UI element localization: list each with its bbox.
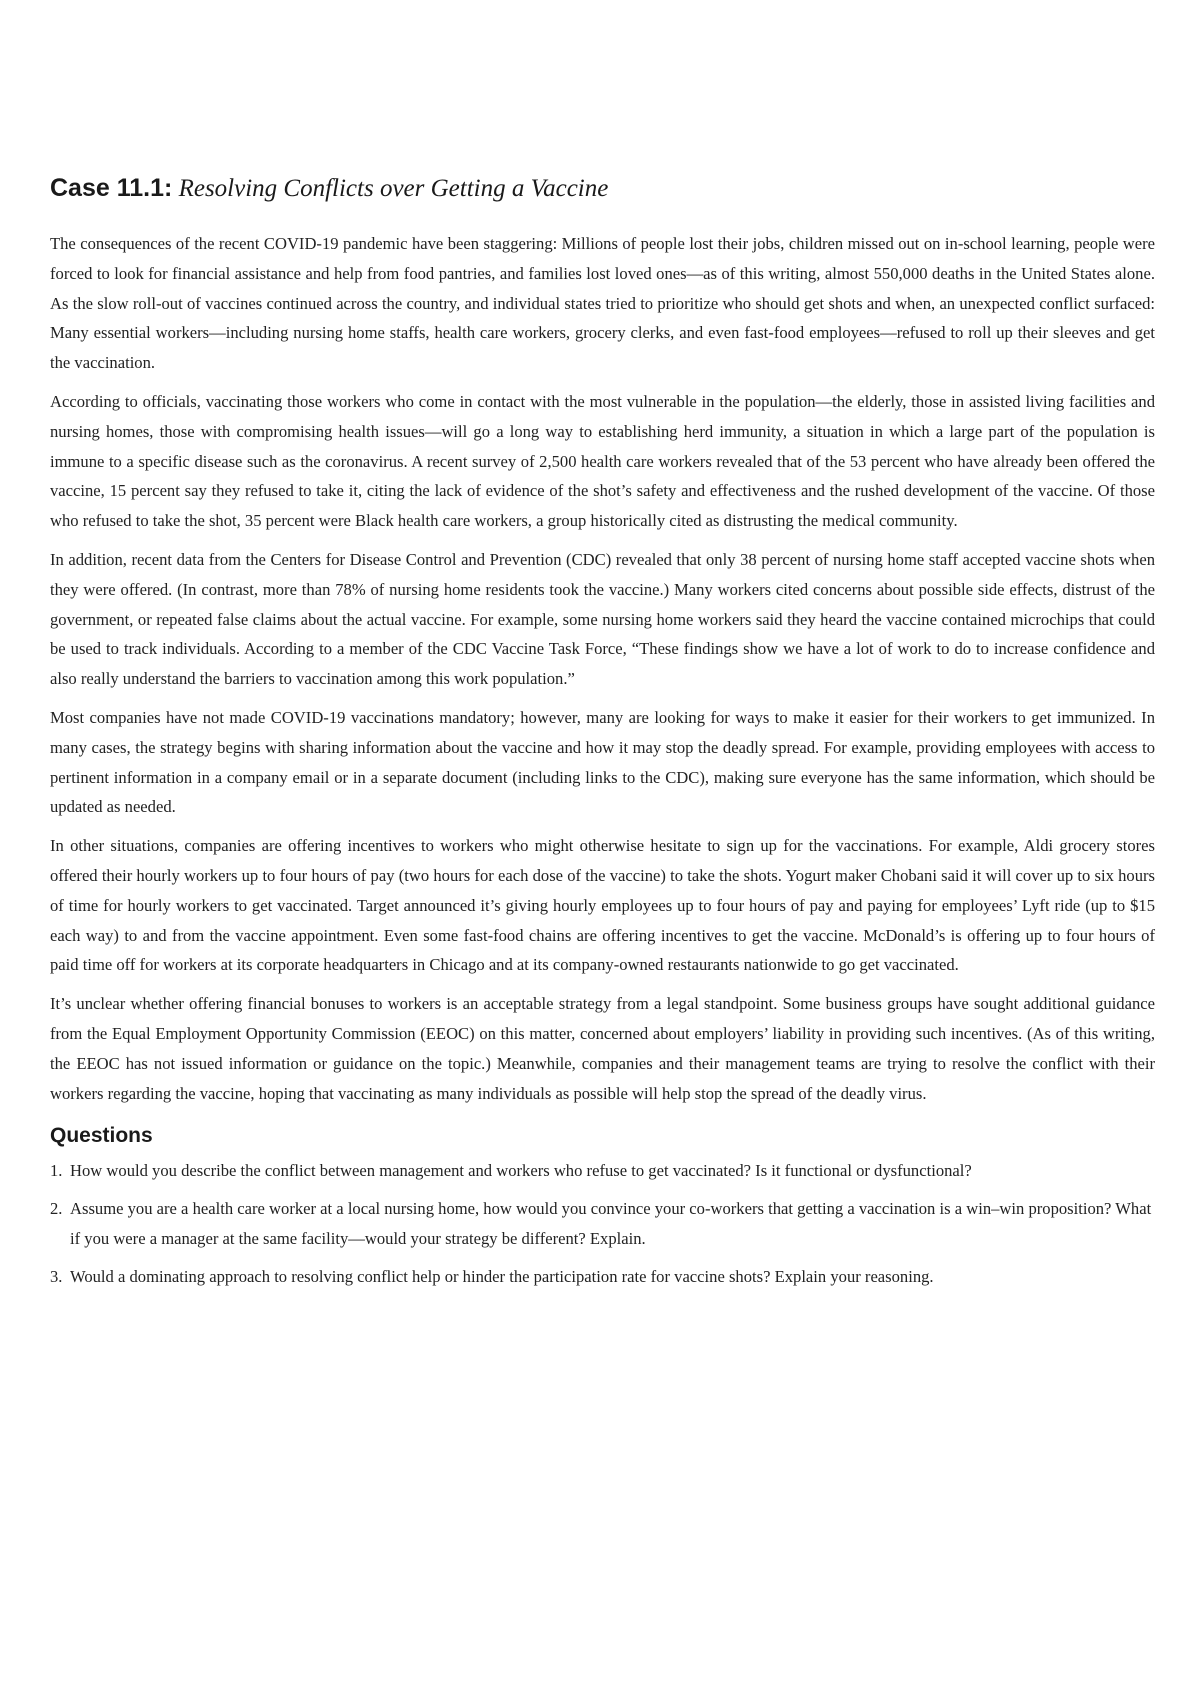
case-subtitle: Resolving Conflicts over Getting a Vaccine bbox=[178, 175, 609, 202]
question-text: Would a dominating approach to resolving conflict help or hinder the participation rate for vaccine shots? Explain your reasoning. bbox=[70, 1266, 934, 1286]
paragraph: The consequences of the recent COVID-19 pandemic have been staggering: Millions of people lost their jobs, children missed out on in-school learning, people were forced to look for financial assistance and help from food pantries, and families lost loved ones—as of this writing, almost 550,000 deaths in the United States alone. As the slow roll-out of vaccines continued across the country, and individual states tried to prioritize who should get shots and when, an unexpected conflict surfaced: Many essential workers—including nursing home staffs, health care workers, grocery clerks, and even fast-food employees—refused to roll up their sleeves and get the vaccination. bbox=[50, 234, 1155, 373]
questions-heading: Questions bbox=[50, 1124, 153, 1148]
question-item bbox=[50, 1194, 1155, 1254]
question-list bbox=[50, 1156, 1155, 1291]
question-number: 3. bbox=[50, 1266, 63, 1286]
question-text: How would you describe the conflict between management and workers who refuse to get vaccinated? Is it functional or dysfunctional? bbox=[70, 1161, 972, 1181]
case-body bbox=[50, 229, 1155, 1108]
question-item bbox=[50, 1156, 1155, 1186]
question-number: 2. bbox=[50, 1199, 63, 1219]
paragraph: It’s unclear whether offering financial bonuses to workers is an acceptable strategy from a legal standpoint. Some business groups have sought additional guidance from the Equal Employment Opportunity Commission (EEOC) on this matter, concerned about employers’ liability in providing such incentives. (As of this writing, the EEOC has not issued information or guidance on the topic.) Meanwhile, companies and their management teams are trying to resolve the conflict with their workers regarding the vaccine, hoping that vaccinating as many individuals as possible will help stop the spread of the deadly virus. bbox=[50, 994, 1155, 1103]
paragraph: In addition, recent data from the Centers for Disease Control and Prevention (CDC) revealed that only 38 percent of nursing home staff accepted vaccine shots when they were offered. (In contrast, more than 78% of nursing home residents took the vaccine.) Many workers cited concerns about possible side effects, distrust of the government, or repeated false claims about the actual vaccine. For example, some nursing home workers said they heard the vaccine contained microchips that could be used to track individuals. According to a member of the CDC Vaccine Task Force, “These findings show we have a lot of work to do to increase confidence and also really understand the barriers to vaccination among this work population.” bbox=[50, 549, 1155, 689]
paragraph: Most companies have not made COVID-19 vaccinations mandatory; however, many are looking for ways to make it easier for their workers to get immunized. In many cases, the strategy begins with sharing information about the vaccine and how it may stop the deadly spread. For example, providing employees with access to pertinent information in a company email or in a separate document (including links to the CDC), making sure everyone has the same information, which should be updated as needed. bbox=[50, 707, 1155, 817]
paragraph: In other situations, companies are offering incentives to workers who might otherwise hesitate to sign up for the vaccinations. For example, Aldi grocery stores offered their hourly workers up to four hours of pay (two hours for each dose of the vaccine) to take the shots. Yogurt maker Chobani said it will cover up to six hours of time for hourly workers to get vaccinated. Target announced it’s giving hourly employees up to four hours of pay and paying for employees’ Lyft ride (up to $15 each way) to and from the vaccine appointment. Even some fast-food chains are offering incentives to get the vaccine. McDonald’s is offering up to four hours of paid time off for workers at its corporate headquarters in Chicago and at its company-owned restaurants nationwide to go get vaccinated. bbox=[50, 836, 1155, 975]
document-page bbox=[50, 172, 1155, 1300]
case-label: Case 11.1: bbox=[50, 174, 173, 202]
paragraph: According to officials, vaccinating those workers who come in contact with the most vulnerable in the population—the elderly, those in assisted living facilities and nursing homes, those with compromising health issues—will go a long way to establishing herd immunity, a situation in which a large part of the population is immune to a specific disease such as the coronavirus. A recent survey of 2,500 health care workers revealed that of the 53 percent who have already been offered the vaccine, 15 percent say they refused to take it, citing the lack of evidence of the shot’s safety and effectiveness and the rushed development of the vaccine. Of those who refused to take the shot, 35 percent were Black health care workers, a group historically cited as distrusting the medical community. bbox=[50, 391, 1155, 531]
question-number: 1. bbox=[50, 1161, 63, 1181]
question-item bbox=[50, 1262, 1155, 1292]
question-text: Assume you are a health care worker at a local nursing home, how would you convince your co-workers that getting a vaccination is a win–win proposition? What if you were a manager at the same facility—would your strategy be different? Explain. bbox=[70, 1199, 1152, 1248]
case-title bbox=[50, 172, 1155, 205]
